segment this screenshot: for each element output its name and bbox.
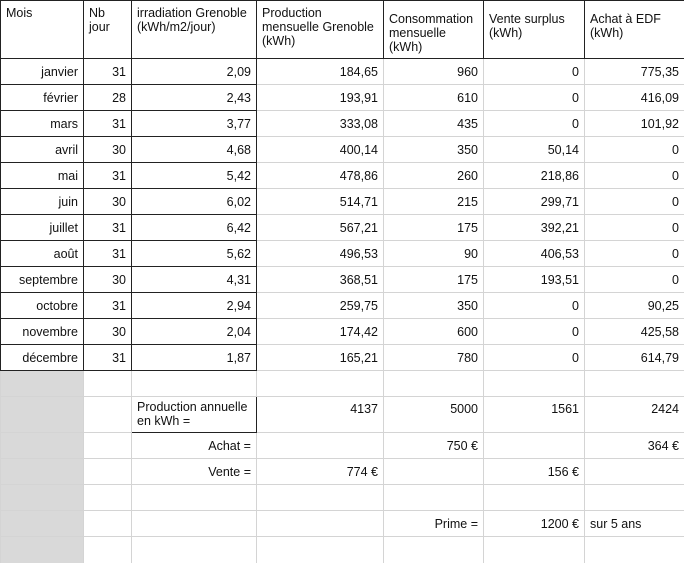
cell[interactable] [1,433,84,459]
cell[interactable] [384,459,484,485]
achat-cell[interactable]: 0 [585,215,684,241]
production-cell[interactable]: 496,53 [257,241,384,267]
consommation-cell[interactable]: 780 [384,345,484,371]
irradiation-cell[interactable]: 6,42 [132,215,257,241]
cell[interactable] [84,537,132,563]
total-vente[interactable]: 1561 [484,397,585,433]
prime-row [1,511,684,537]
consommation-cell[interactable]: 90 [384,241,484,267]
prime-value[interactable]: 1200 € [484,511,585,537]
production-cell[interactable]: 193,91 [257,85,384,111]
achat-label[interactable]: Achat = [132,433,257,459]
irradiation-cell[interactable]: 2,94 [132,293,257,319]
header-mois[interactable]: Mois [1,1,84,59]
prime-label[interactable]: Prime = [384,511,484,537]
month-cell[interactable]: mai [1,163,84,189]
vente-cell[interactable]: 0 [484,345,585,371]
cell[interactable] [585,485,684,511]
cell[interactable] [257,511,384,537]
month-row [1,85,684,111]
achat-cell[interactable]: 0 [585,241,684,267]
cell[interactable] [84,459,132,485]
total-achat[interactable]: 2424 [585,397,684,433]
production-cell[interactable]: 184,65 [257,59,384,85]
cell[interactable] [585,459,684,485]
nb-jour-cell[interactable]: 31 [84,215,132,241]
month-row [1,319,684,345]
vente-cell[interactable]: 0 [484,111,585,137]
production-annuelle-label[interactable]: Production annuelle en kWh = [132,397,257,433]
empty-row [1,485,684,511]
consommation-cell[interactable]: 435 [384,111,484,137]
vente-cell[interactable]: 0 [484,85,585,111]
header-production[interactable]: Production mensuelle Grenoble (kWh) [257,1,384,59]
month-row [1,293,684,319]
cell[interactable] [257,485,384,511]
achat-cell[interactable]: 614,79 [585,345,684,371]
nb-jour-cell[interactable]: 30 [84,189,132,215]
vente-row [1,459,684,485]
achat-edf-cost[interactable]: 364 € [585,433,684,459]
production-cell[interactable]: 514,71 [257,189,384,215]
consommation-cell[interactable]: 350 [384,293,484,319]
cell[interactable] [132,537,257,563]
cell[interactable] [257,371,384,397]
vente-surplus-value[interactable]: 156 € [484,459,585,485]
vente-cell[interactable]: 299,71 [484,189,585,215]
nb-jour-cell[interactable]: 31 [84,163,132,189]
month-row [1,215,684,241]
cell[interactable] [84,433,132,459]
cell[interactable] [1,459,84,485]
cell[interactable] [484,433,585,459]
month-row [1,59,684,85]
vente-cell[interactable]: 0 [484,59,585,85]
month-cell[interactable]: octobre [1,293,84,319]
cell[interactable] [384,371,484,397]
irradiation-cell[interactable]: 5,42 [132,163,257,189]
empty-row [1,371,684,397]
nb-jour-cell[interactable]: 31 [84,111,132,137]
nb-jour-cell[interactable]: 31 [84,293,132,319]
nb-jour-cell[interactable]: 30 [84,137,132,163]
cell[interactable] [84,397,132,433]
consommation-cell[interactable]: 260 [384,163,484,189]
cell[interactable] [257,537,384,563]
month-row [1,267,684,293]
header-vente[interactable]: Vente surplus (kWh) [484,1,585,59]
cell[interactable] [132,511,257,537]
header-nb-jour[interactable]: Nb jour [84,1,132,59]
header-row [1,1,684,59]
cell[interactable] [384,485,484,511]
nb-jour-cell[interactable]: 31 [84,59,132,85]
irradiation-cell[interactable]: 2,43 [132,85,257,111]
prime-note[interactable]: sur 5 ans [585,511,684,537]
cell[interactable] [84,511,132,537]
month-cell[interactable]: janvier [1,59,84,85]
production-cell[interactable]: 174,42 [257,319,384,345]
production-cell[interactable]: 478,86 [257,163,384,189]
month-row [1,137,684,163]
achat-cell[interactable]: 90,25 [585,293,684,319]
cell[interactable] [585,371,684,397]
production-cell[interactable]: 165,21 [257,345,384,371]
cell[interactable] [1,511,84,537]
vente-cell[interactable]: 392,21 [484,215,585,241]
cell[interactable] [1,485,84,511]
vente-production-value[interactable]: 774 € [257,459,384,485]
cell[interactable] [484,537,585,563]
cell[interactable] [84,485,132,511]
totals-row [1,397,684,433]
month-cell[interactable]: juillet [1,215,84,241]
month-row [1,345,684,371]
header-consommation[interactable]: Consommation mensuelle (kWh) [384,1,484,59]
consommation-cell[interactable]: 350 [384,137,484,163]
vente-cell[interactable]: 0 [484,293,585,319]
cell[interactable] [132,485,257,511]
vente-cell[interactable]: 406,53 [484,241,585,267]
achat-row [1,433,684,459]
cell[interactable] [1,397,84,433]
cell[interactable] [84,371,132,397]
production-cell[interactable]: 400,14 [257,137,384,163]
month-cell[interactable]: août [1,241,84,267]
achat-cell[interactable]: 775,35 [585,59,684,85]
achat-cell[interactable]: 0 [585,267,684,293]
production-cell[interactable]: 368,51 [257,267,384,293]
consommation-cell[interactable]: 960 [384,59,484,85]
month-row [1,189,684,215]
cell[interactable] [585,537,684,563]
vente-cell[interactable]: 0 [484,319,585,345]
irradiation-cell[interactable]: 6,02 [132,189,257,215]
vente-cell[interactable]: 218,86 [484,163,585,189]
cell[interactable] [257,433,384,459]
irradiation-cell[interactable]: 2,09 [132,59,257,85]
consommation-cell[interactable]: 600 [384,319,484,345]
total-production[interactable]: 4137 [257,397,384,433]
month-cell[interactable]: avril [1,137,84,163]
production-cell[interactable]: 567,21 [257,215,384,241]
header-achat[interactable]: Achat à EDF (kWh) [585,1,684,59]
total-consommation[interactable]: 5000 [384,397,484,433]
consommation-cell[interactable]: 175 [384,215,484,241]
irradiation-cell[interactable]: 5,62 [132,241,257,267]
achat-cell[interactable]: 101,92 [585,111,684,137]
achat-cell[interactable]: 0 [585,137,684,163]
irradiation-cell[interactable]: 1,87 [132,345,257,371]
empty-row [1,537,684,563]
month-cell[interactable]: décembre [1,345,84,371]
vente-label[interactable]: Vente = [132,459,257,485]
cell[interactable] [384,537,484,563]
vente-cell[interactable]: 193,51 [484,267,585,293]
month-cell[interactable]: février [1,85,84,111]
consommation-cell[interactable]: 610 [384,85,484,111]
nb-jour-cell[interactable]: 31 [84,345,132,371]
month-cell[interactable]: novembre [1,319,84,345]
month-row [1,241,684,267]
header-irradiation[interactable]: irradiation Grenoble (kWh/m2/jour) [132,1,257,59]
cell[interactable] [484,485,585,511]
nb-jour-cell[interactable]: 30 [84,319,132,345]
cell[interactable] [1,371,84,397]
achat-consommation-cost[interactable]: 750 € [384,433,484,459]
achat-cell[interactable]: 0 [585,189,684,215]
achat-cell[interactable]: 425,58 [585,319,684,345]
cell[interactable] [484,371,585,397]
cell[interactable] [132,371,257,397]
production-cell[interactable]: 333,08 [257,111,384,137]
nb-jour-cell[interactable]: 30 [84,267,132,293]
nb-jour-cell[interactable]: 31 [84,241,132,267]
achat-cell[interactable]: 0 [585,163,684,189]
month-cell[interactable]: mars [1,111,84,137]
nb-jour-cell[interactable]: 28 [84,85,132,111]
cell[interactable] [1,537,84,563]
month-cell[interactable]: septembre [1,267,84,293]
consommation-cell[interactable]: 215 [384,189,484,215]
vente-cell[interactable]: 50,14 [484,137,585,163]
achat-cell[interactable]: 416,09 [585,85,684,111]
consommation-cell[interactable]: 175 [384,267,484,293]
irradiation-cell[interactable]: 3,77 [132,111,257,137]
month-cell[interactable]: juin [1,189,84,215]
month-row [1,111,684,137]
irradiation-cell[interactable]: 4,68 [132,137,257,163]
irradiation-cell[interactable]: 2,04 [132,319,257,345]
production-cell[interactable]: 259,75 [257,293,384,319]
irradiation-cell[interactable]: 4,31 [132,267,257,293]
month-row [1,163,684,189]
